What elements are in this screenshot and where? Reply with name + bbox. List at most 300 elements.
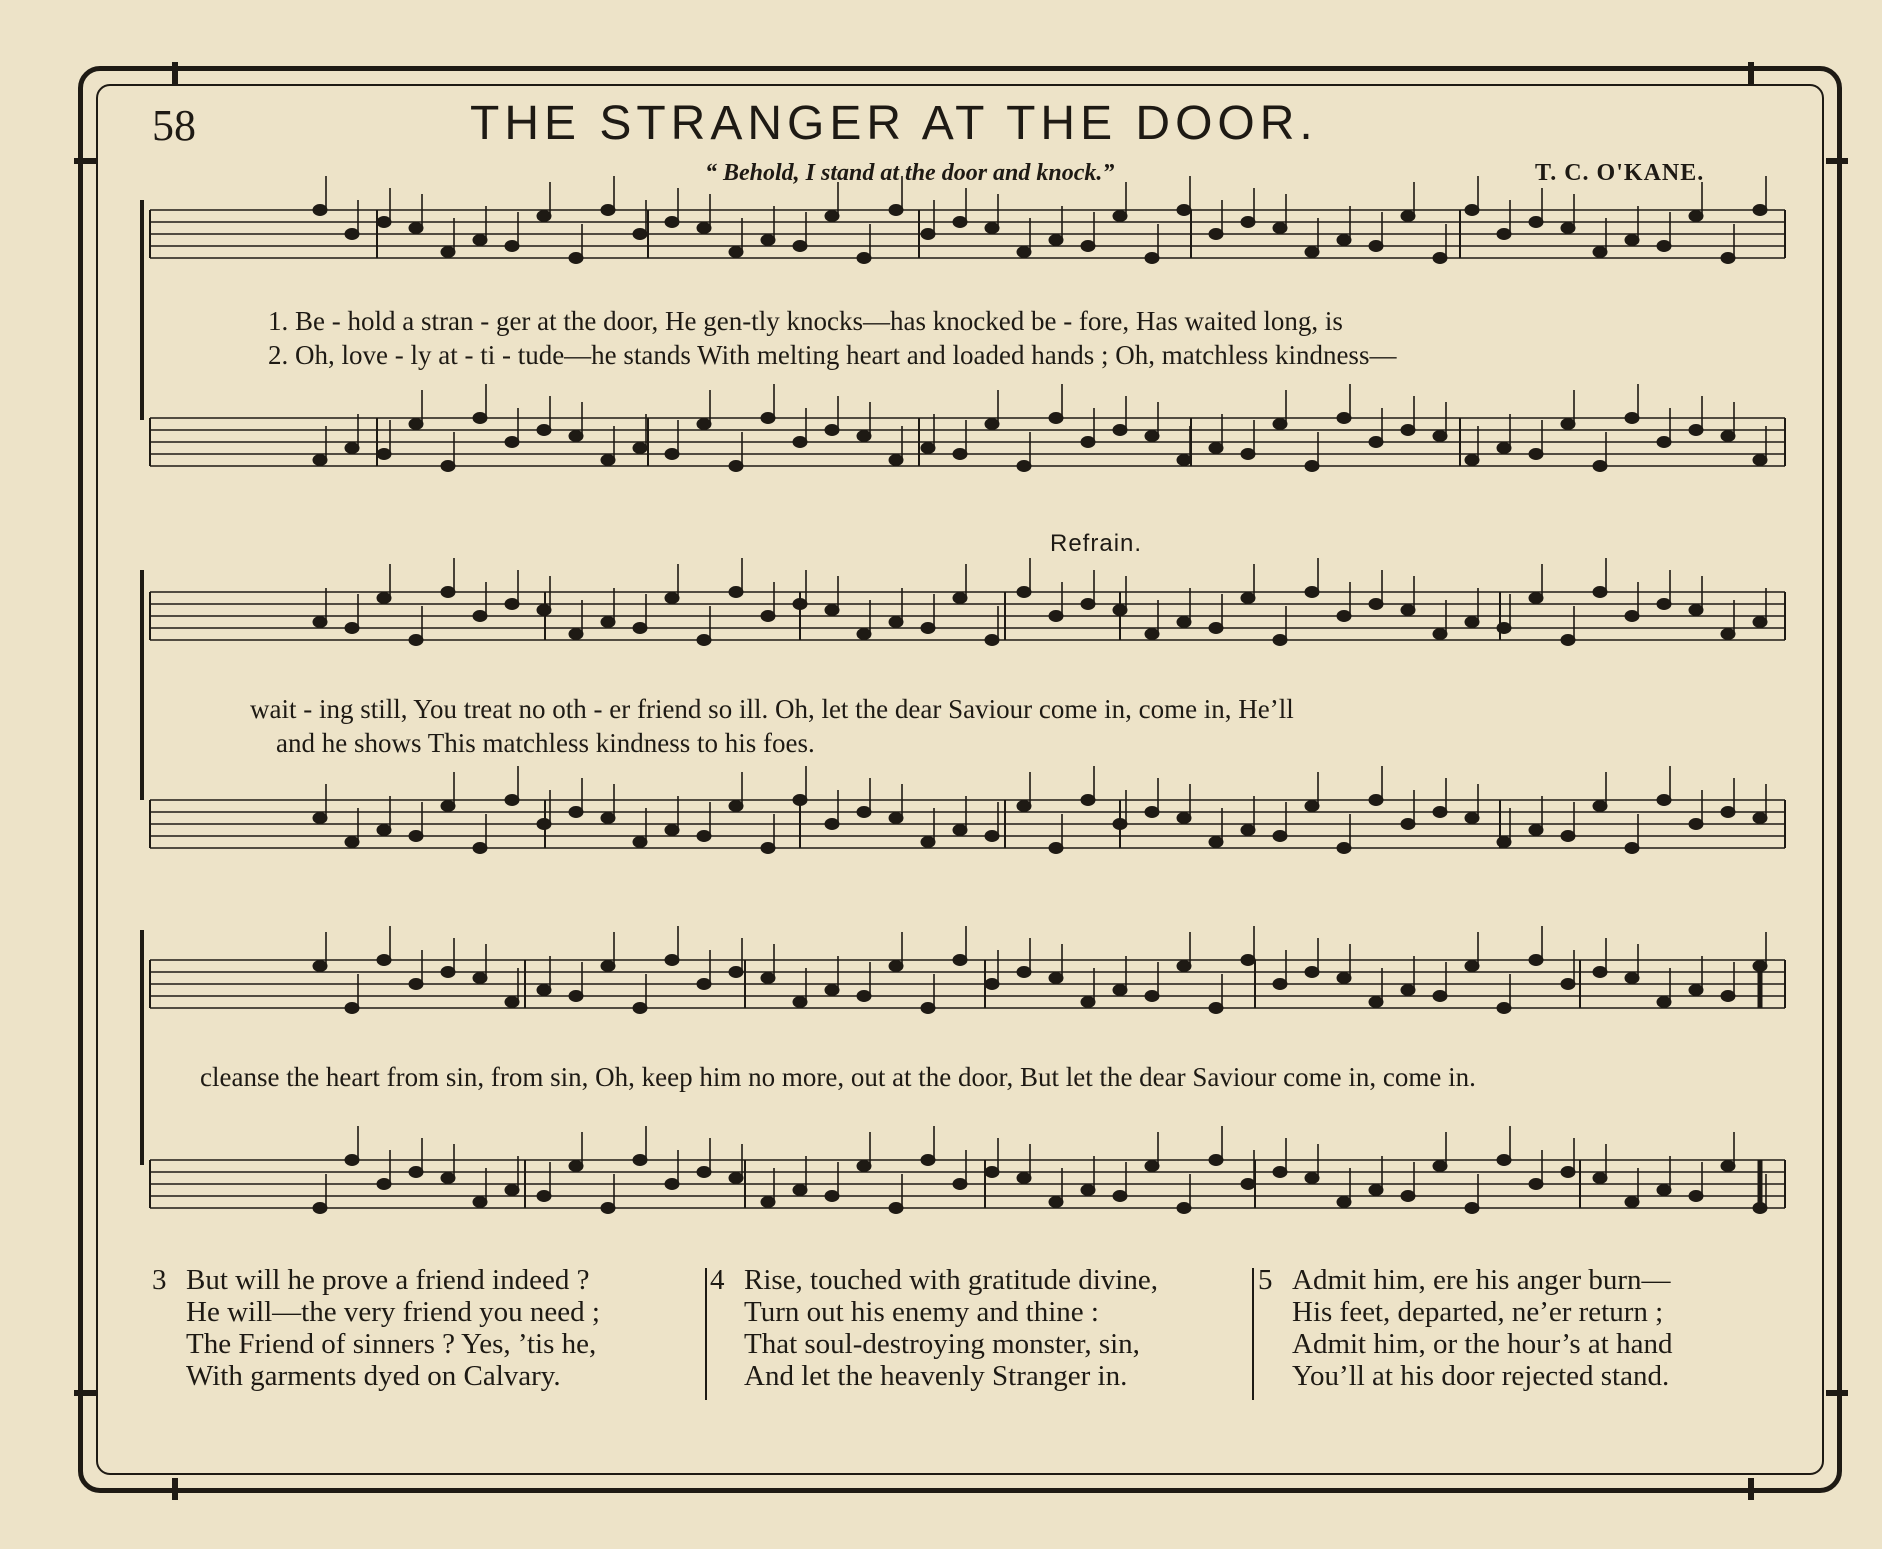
- note-head: [1241, 217, 1255, 228]
- note-head: [505, 795, 519, 806]
- note-head: [1689, 605, 1703, 616]
- note-head: [1081, 599, 1095, 610]
- note-head: [1209, 229, 1223, 240]
- note-head: [697, 223, 711, 234]
- note-head: [1081, 795, 1095, 806]
- note-head: [985, 223, 999, 234]
- note-head: [953, 217, 967, 228]
- note-head: [1145, 629, 1159, 640]
- note-head: [1017, 801, 1031, 812]
- note-head: [1721, 807, 1735, 818]
- note-head: [1337, 235, 1351, 246]
- note-head: [825, 1191, 839, 1202]
- note-head: [1305, 587, 1319, 598]
- note-head: [953, 1179, 967, 1190]
- note-head: [889, 455, 903, 466]
- note-head: [1081, 1185, 1095, 1196]
- note-head: [537, 605, 551, 616]
- note-head: [1689, 819, 1703, 830]
- note-head: [921, 229, 935, 240]
- note-head: [1401, 1191, 1415, 1202]
- note-head: [1049, 611, 1063, 622]
- note-head: [1337, 843, 1351, 854]
- note-head: [1273, 419, 1287, 430]
- note-head: [761, 843, 775, 854]
- note-head: [377, 593, 391, 604]
- note-head: [1209, 623, 1223, 634]
- note-head: [1049, 843, 1063, 854]
- lyric-line-verse1: wait - ing still, You treat no oth - er friend so ill. Oh, let the dear Saviour come in, come in, He’ll: [250, 694, 1294, 724]
- note-head: [1081, 437, 1095, 448]
- verse-line: Admit him, ere his anger burn—: [1292, 1264, 1671, 1296]
- note-head: [569, 431, 583, 442]
- note-head: [1753, 813, 1767, 824]
- note-head: [1465, 1203, 1479, 1214]
- note-head: [537, 425, 551, 436]
- note-head: [1209, 1003, 1223, 1014]
- note-head: [1145, 253, 1159, 264]
- note-head: [697, 1167, 711, 1178]
- note-head: [985, 831, 999, 842]
- note-head: [889, 813, 903, 824]
- note-head: [761, 413, 775, 424]
- note-head: [1465, 813, 1479, 824]
- note-head: [1433, 629, 1447, 640]
- verse-line: Rise, touched with gratitude divine,: [744, 1264, 1158, 1296]
- note-head: [1689, 425, 1703, 436]
- note-head: [345, 837, 359, 848]
- note-head: [793, 997, 807, 1008]
- note-head: [761, 1197, 775, 1208]
- column-divider: [705, 1268, 707, 1400]
- note-head: [473, 235, 487, 246]
- note-head: [1241, 955, 1255, 966]
- note-head: [761, 973, 775, 984]
- note-head: [1593, 1173, 1607, 1184]
- verse-line: His feet, departed, ne’er return ;: [1292, 1296, 1664, 1328]
- note-head: [921, 1155, 935, 1166]
- note-head: [505, 997, 519, 1008]
- note-head: [1177, 961, 1191, 972]
- note-head: [537, 985, 551, 996]
- note-head: [1177, 813, 1191, 824]
- note-head: [729, 967, 743, 978]
- note-head: [697, 831, 711, 842]
- note-head: [1625, 843, 1639, 854]
- note-head: [1721, 629, 1735, 640]
- note-head: [1369, 599, 1383, 610]
- note-head: [665, 217, 679, 228]
- note-head: [985, 1167, 999, 1178]
- note-head: [1561, 979, 1575, 990]
- note-head: [793, 599, 807, 610]
- lyric-line-verse2: and he shows This matchless kindness to his foes.: [276, 728, 815, 758]
- note-head: [473, 843, 487, 854]
- note-head: [1145, 1161, 1159, 1172]
- note-head: [1593, 587, 1607, 598]
- note-head: [537, 819, 551, 830]
- note-head: [857, 431, 871, 442]
- note-head: [1273, 1167, 1287, 1178]
- note-head: [569, 253, 583, 264]
- note-head: [1593, 461, 1607, 472]
- verse-line: Turn out his enemy and thine :: [744, 1296, 1099, 1328]
- note-head: [1657, 599, 1671, 610]
- note-head: [537, 211, 551, 222]
- note-head: [377, 955, 391, 966]
- note-head: [1113, 1191, 1127, 1202]
- note-head: [1305, 801, 1319, 812]
- note-head: [569, 1161, 583, 1172]
- note-head: [601, 961, 615, 972]
- note-head: [1209, 837, 1223, 848]
- note-head: [857, 629, 871, 640]
- note-head: [1753, 617, 1767, 628]
- note-head: [857, 991, 871, 1002]
- note-head: [921, 443, 935, 454]
- verse-line: But will he prove a friend indeed ?: [186, 1264, 590, 1296]
- verse-line: He will—the very friend you need ;: [186, 1296, 600, 1328]
- note-head: [1497, 623, 1511, 634]
- note-head: [1721, 991, 1735, 1002]
- note-head: [313, 205, 327, 216]
- note-head: [601, 1203, 615, 1214]
- note-head: [569, 807, 583, 818]
- note-head: [665, 593, 679, 604]
- lyric-line-verse2: 2. Oh, love - ly at - ti - tude—he stands With melting heart and loaded hands ; Oh, matchless kindness—: [268, 340, 1397, 370]
- note-head: [1273, 979, 1287, 990]
- note-head: [441, 967, 455, 978]
- note-head: [569, 991, 583, 1002]
- note-head: [1465, 455, 1479, 466]
- note-head: [1369, 795, 1383, 806]
- note-head: [1529, 955, 1543, 966]
- note-head: [825, 425, 839, 436]
- note-head: [1401, 985, 1415, 996]
- note-head: [377, 217, 391, 228]
- note-head: [1113, 425, 1127, 436]
- column-divider: [1252, 1268, 1254, 1400]
- note-head: [1465, 961, 1479, 972]
- note-head: [889, 617, 903, 628]
- note-head: [825, 211, 839, 222]
- note-head: [729, 1173, 743, 1184]
- verse-line: And let the heavenly Stranger in.: [744, 1360, 1128, 1392]
- verse-line: That soul-destroying monster, sin,: [744, 1328, 1140, 1360]
- note-head: [1337, 973, 1351, 984]
- note-head: [345, 229, 359, 240]
- note-head: [697, 635, 711, 646]
- note-head: [313, 617, 327, 628]
- note-head: [761, 235, 775, 246]
- note-head: [1017, 461, 1031, 472]
- note-head: [953, 593, 967, 604]
- note-head: [441, 587, 455, 598]
- note-head: [1657, 1185, 1671, 1196]
- note-head: [1049, 973, 1063, 984]
- note-head: [1145, 807, 1159, 818]
- note-head: [1113, 211, 1127, 222]
- note-head: [1561, 635, 1575, 646]
- note-head: [1497, 229, 1511, 240]
- note-head: [345, 1003, 359, 1014]
- note-head: [313, 455, 327, 466]
- note-head: [441, 461, 455, 472]
- note-head: [1113, 605, 1127, 616]
- note-head: [1241, 593, 1255, 604]
- note-head: [825, 985, 839, 996]
- note-head: [985, 419, 999, 430]
- note-head: [1017, 247, 1031, 258]
- note-head: [1337, 1197, 1351, 1208]
- note-head: [1529, 1179, 1543, 1190]
- note-head: [857, 1161, 871, 1172]
- note-head: [665, 1179, 679, 1190]
- note-head: [1625, 611, 1639, 622]
- note-head: [857, 807, 871, 818]
- note-head: [1241, 449, 1255, 460]
- note-head: [1017, 967, 1031, 978]
- note-head: [1561, 223, 1575, 234]
- note-head: [1433, 431, 1447, 442]
- note-head: [1401, 211, 1415, 222]
- verse-line: The Friend of sinners ? Yes, ’tis he,: [186, 1328, 597, 1360]
- verse-number: 4: [710, 1264, 725, 1296]
- note-head: [1753, 205, 1767, 216]
- note-head: [889, 961, 903, 972]
- page-number: 58: [152, 101, 196, 150]
- note-head: [1177, 617, 1191, 628]
- note-head: [409, 1167, 423, 1178]
- note-head: [1497, 1155, 1511, 1166]
- note-head: [1529, 217, 1543, 228]
- note-head: [1497, 1003, 1511, 1014]
- note-head: [1369, 1185, 1383, 1196]
- note-head: [1145, 431, 1159, 442]
- note-head: [1561, 831, 1575, 842]
- note-head: [633, 623, 647, 634]
- note-head: [505, 241, 519, 252]
- note-head: [1721, 253, 1735, 264]
- note-head: [1657, 795, 1671, 806]
- note-head: [633, 229, 647, 240]
- note-head: [1497, 443, 1511, 454]
- note-head: [1241, 825, 1255, 836]
- note-head: [1209, 443, 1223, 454]
- epigraph: “ Behold, I stand at the door and knock.”: [705, 160, 1115, 186]
- note-head: [633, 443, 647, 454]
- note-head: [409, 223, 423, 234]
- note-head: [1369, 241, 1383, 252]
- note-head: [1657, 241, 1671, 252]
- note-head: [1273, 831, 1287, 842]
- note-head: [793, 241, 807, 252]
- note-head: [921, 1003, 935, 1014]
- note-head: [1337, 413, 1351, 424]
- note-head: [633, 1003, 647, 1014]
- note-head: [1081, 997, 1095, 1008]
- note-head: [1145, 991, 1159, 1002]
- note-head: [1433, 991, 1447, 1002]
- note-head: [1529, 825, 1543, 836]
- verse-line: With garments dyed on Calvary.: [186, 1360, 561, 1392]
- note-head: [1753, 455, 1767, 466]
- note-head: [985, 979, 999, 990]
- note-head: [601, 617, 615, 628]
- verse-number: 3: [152, 1264, 167, 1296]
- note-head: [1273, 223, 1287, 234]
- note-head: [473, 973, 487, 984]
- note-head: [377, 1179, 391, 1190]
- note-head: [1049, 235, 1063, 246]
- note-head: [1305, 967, 1319, 978]
- note-head: [505, 437, 519, 448]
- verse-line: You’ll at his door rejected stand.: [1292, 1360, 1670, 1392]
- note-head: [1305, 247, 1319, 258]
- lyric-line-verse1: 1. Be - hold a stran - ger at the door, He gen-tly knocks—has knocked be - fore, Has waited long, is: [268, 306, 1343, 336]
- note-head: [761, 611, 775, 622]
- note-head: [1369, 997, 1383, 1008]
- note-head: [473, 1197, 487, 1208]
- note-head: [1433, 253, 1447, 264]
- note-head: [1593, 247, 1607, 258]
- composer: T. C. O'KANE.: [1535, 160, 1705, 186]
- note-head: [377, 449, 391, 460]
- note-head: [1017, 1173, 1031, 1184]
- note-head: [601, 455, 615, 466]
- note-head: [1625, 413, 1639, 424]
- note-head: [953, 955, 967, 966]
- note-head: [921, 623, 935, 634]
- note-head: [1177, 1203, 1191, 1214]
- note-head: [889, 1203, 903, 1214]
- note-head: [1113, 985, 1127, 996]
- note-head: [857, 253, 871, 264]
- note-head: [1721, 431, 1735, 442]
- note-head: [985, 635, 999, 646]
- note-head: [409, 831, 423, 842]
- note-head: [1561, 1167, 1575, 1178]
- note-head: [1657, 997, 1671, 1008]
- note-head: [793, 795, 807, 806]
- note-head: [633, 837, 647, 848]
- note-head: [889, 205, 903, 216]
- note-head: [441, 247, 455, 258]
- note-head: [1721, 1161, 1735, 1172]
- note-head: [793, 1185, 807, 1196]
- note-head: [505, 1185, 519, 1196]
- note-head: [1209, 1155, 1223, 1166]
- note-head: [313, 813, 327, 824]
- note-head: [1689, 985, 1703, 996]
- note-head: [313, 1203, 327, 1214]
- note-head: [1433, 1161, 1447, 1172]
- note-head: [1657, 437, 1671, 448]
- note-head: [1465, 205, 1479, 216]
- note-head: [1081, 241, 1095, 252]
- note-head: [665, 825, 679, 836]
- note-head: [1337, 611, 1351, 622]
- note-head: [1625, 973, 1639, 984]
- note-head: [409, 635, 423, 646]
- note-head: [1401, 425, 1415, 436]
- note-head: [1017, 587, 1031, 598]
- note-head: [601, 205, 615, 216]
- note-head: [729, 461, 743, 472]
- note-head: [1625, 235, 1639, 246]
- note-head: [377, 825, 391, 836]
- note-head: [825, 819, 839, 830]
- note-head: [697, 979, 711, 990]
- note-head: [1433, 807, 1447, 818]
- note-head: [441, 801, 455, 812]
- note-head: [1273, 635, 1287, 646]
- note-head: [1401, 819, 1415, 830]
- note-head: [1529, 449, 1543, 460]
- note-head: [409, 979, 423, 990]
- note-head: [569, 629, 583, 640]
- note-head: [1625, 1197, 1639, 1208]
- note-head: [1529, 593, 1543, 604]
- note-head: [729, 587, 743, 598]
- lyric-line-refrain: cleanse the heart from sin, from sin, Oh, keep him no more, out at the door, But let the dear Saviour come in, come in.: [200, 1062, 1476, 1092]
- note-head: [601, 813, 615, 824]
- note-head: [505, 599, 519, 610]
- note-head: [1593, 801, 1607, 812]
- note-head: [441, 1173, 455, 1184]
- note-head: [473, 413, 487, 424]
- note-head: [1049, 1197, 1063, 1208]
- note-head: [1369, 437, 1383, 448]
- note-head: [1305, 461, 1319, 472]
- note-head: [1401, 605, 1415, 616]
- note-head: [345, 623, 359, 634]
- note-head: [921, 837, 935, 848]
- note-head: [1465, 617, 1479, 628]
- note-head: [345, 443, 359, 454]
- note-head: [665, 449, 679, 460]
- refrain-label: Refrain.: [1050, 530, 1143, 557]
- note-head: [313, 961, 327, 972]
- note-head: [473, 611, 487, 622]
- note-head: [953, 449, 967, 460]
- note-head: [1689, 211, 1703, 222]
- note-head: [537, 1191, 551, 1202]
- note-head: [793, 437, 807, 448]
- note-head: [665, 955, 679, 966]
- note-head: [729, 247, 743, 258]
- note-head: [1593, 967, 1607, 978]
- note-head: [1113, 819, 1127, 830]
- note-head: [1497, 837, 1511, 848]
- note-head: [729, 801, 743, 812]
- note-head: [1561, 419, 1575, 430]
- note-head: [409, 419, 423, 430]
- note-head: [825, 605, 839, 616]
- hymn-title: THE STRANGER AT THE DOOR.: [470, 97, 1318, 150]
- note-head: [1177, 205, 1191, 216]
- verse-number: 5: [1258, 1264, 1273, 1296]
- note-head: [1305, 1173, 1319, 1184]
- note-head: [1177, 455, 1191, 466]
- note-head: [1241, 1179, 1255, 1190]
- note-head: [633, 1155, 647, 1166]
- note-head: [1049, 413, 1063, 424]
- verse-line: Admit him, or the hour’s at hand: [1292, 1328, 1673, 1360]
- note-head: [953, 825, 967, 836]
- note-head: [345, 1155, 359, 1166]
- note-head: [697, 419, 711, 430]
